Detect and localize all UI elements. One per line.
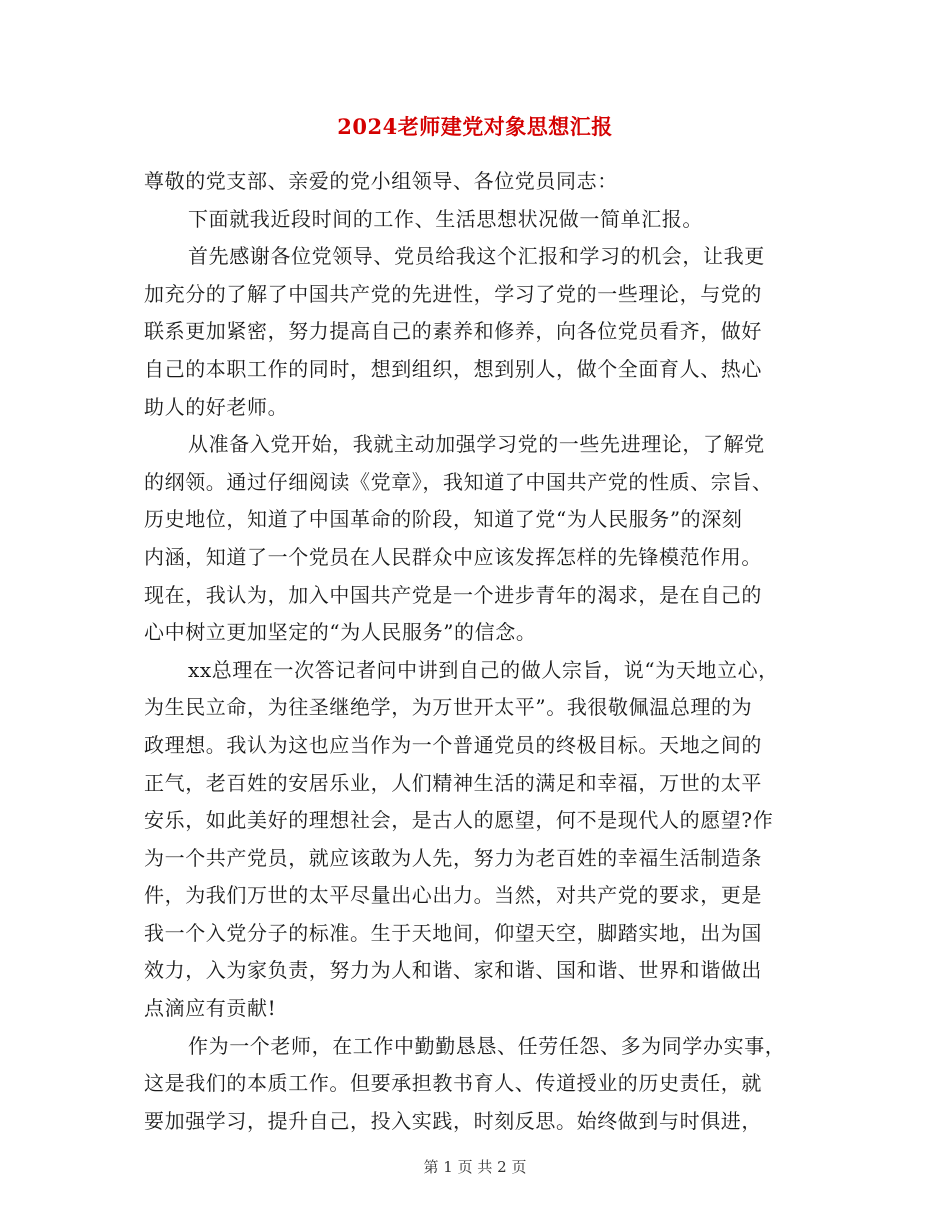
document-body: [144, 163, 804, 1140]
paragraph-line: 政理想。我认为这也应当作为一个普通党员的终极目标。天地之间的: [144, 732, 762, 757]
paragraph-line: 这是我们的本质工作。但要承担教书育人、传道授业的历史责任，就: [144, 1071, 762, 1096]
paragraph-line: 为生民立命，为往圣继绝学，为万世开太平”。我很敬佩温总理的为: [144, 695, 753, 720]
page-number-footer: 第 1 页 共 2 页: [423, 1158, 527, 1176]
paragraph-line: 的纲领。通过仔细阅读《党章》，我知道了中国共产党的性质、宗旨、: [144, 469, 773, 494]
paragraph-line: 点滴应有贡献!: [144, 996, 277, 1021]
paragraph-line: 首先感谢各位党领导、党员给我这个汇报和学习的机会，让我更: [188, 244, 765, 269]
paragraph-line: 从准备入党开始，我就主动加强学习党的一些先进理论，了解党: [188, 432, 765, 457]
paragraph-line: 安乐，如此美好的理想社会，是古人的愿望，何不是现代人的愿望?作: [144, 808, 774, 833]
paragraph-line: 件，为我们万世的太平尽量出心出力。当然，对共产党的要求，更是: [144, 883, 762, 908]
paragraph-line: 自己的本职工作的同时，想到组织，想到别人，做个全面育人、热心: [144, 356, 762, 381]
paragraph-line: 现在，我认为，加入中国共产党是一个进步青年的渴求，是在自己的: [144, 582, 762, 607]
paragraph-line: 下面就我近段时间的工作、生活思想状况做一简单汇报。: [188, 206, 703, 231]
paragraph-line: xx总理在一次答记者问中讲到自己的做人宗旨，说“为天地立心，: [188, 657, 779, 682]
paragraph-line: 要加强学习，提升自己，投入实践，时刻反思。始终做到与时俱进，: [144, 1108, 762, 1133]
paragraph-line: 正气，老百姓的安居乐业，人们精神生活的满足和幸福，万世的太平: [144, 770, 762, 795]
paragraph-line: 助人的好老师。: [144, 394, 289, 419]
paragraph-line: 我一个入党分子的标准。生于天地间，仰望天空，脚踏实地，出为国: [144, 920, 762, 945]
paragraph-line: 内涵，知道了一个党员在人民群众中应该发挥怎样的先锋模范作用。: [144, 544, 762, 569]
document-title: 2024老师建党对象思想汇报: [337, 114, 613, 139]
paragraph-line: 历史地位，知道了中国革命的阶段，知道了党“为人民服务”的深刻: [144, 507, 743, 532]
paragraph-line: 联系更加紧密，努力提高自己的素养和修养，向各位党员看齐，做好: [144, 319, 762, 344]
paragraph-line: 加充分的了解了中国共产党的先进性，学习了党的一些理论，与党的: [144, 281, 762, 306]
paragraph-line: 心中树立更加坚定的“为人民服务”的信念。: [144, 620, 537, 645]
paragraph-line: 效力，入为家负责，努力为人和谐、家和谐、国和谐、世界和谐做出: [144, 958, 762, 983]
paragraph-line: 作为一个老师，在工作中勤勤恳恳、任劳任怨、多为同学办实事，: [188, 1033, 786, 1058]
salutation-line: 尊敬的党支部、亲爱的党小组领导、各位党员同志：: [144, 169, 618, 193]
paragraph-line: 为一个共产党员，就应该敢为人先，努力为老百姓的幸福生活制造条: [144, 845, 762, 870]
